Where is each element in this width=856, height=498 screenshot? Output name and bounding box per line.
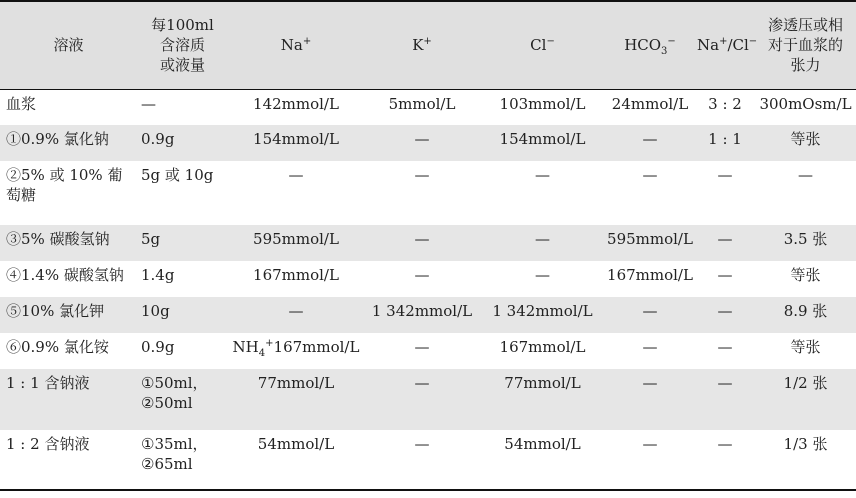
table-row-sodium-1-2 bbox=[0, 430, 856, 490]
cell-hco3: — bbox=[605, 297, 695, 333]
cell-cl: 77mmol/L bbox=[480, 369, 605, 430]
cell-amount: ①50ml， ②50ml bbox=[137, 369, 228, 430]
cell-k: — bbox=[414, 166, 430, 184]
cell-na: 167mmol/L bbox=[253, 266, 339, 284]
header-tonicity-line: 渗透压或相 bbox=[767, 15, 843, 34]
cell-amount: ①35ml， ②65ml bbox=[141, 435, 208, 474]
header-na: Na+ bbox=[228, 1, 364, 89]
table-row-ammonium-chloride bbox=[0, 333, 856, 369]
cell-ratio: — bbox=[695, 225, 755, 261]
header-tonicity-line: 张力 bbox=[790, 56, 821, 75]
table-row-sodium-1-1 bbox=[0, 369, 856, 430]
cell-amount: — bbox=[141, 94, 156, 113]
cell-ratio: — bbox=[717, 166, 733, 184]
cell-k: — bbox=[414, 338, 430, 356]
cell-hco3: — bbox=[642, 338, 658, 356]
cell-k: — bbox=[414, 435, 430, 453]
cell-amount: 1.4g bbox=[141, 266, 175, 284]
header-amount-line: 每100ml bbox=[151, 15, 214, 34]
cell-cl: — bbox=[480, 225, 605, 261]
cell-k: — bbox=[364, 125, 480, 161]
cell-solution-name: ⑤10% 氯化钾 bbox=[0, 297, 137, 333]
header-cl: Cl− bbox=[480, 1, 605, 89]
cell-ratio: 3 : 2 bbox=[708, 94, 742, 113]
cell-hco3: — bbox=[605, 125, 695, 161]
cell-solution-name: ④1.4% 碳酸氢钠 bbox=[6, 266, 124, 284]
cell-ratio: — bbox=[695, 369, 755, 430]
cell-tonicity: — bbox=[798, 166, 813, 184]
cell-ratio: 1 : 1 bbox=[695, 125, 755, 161]
cell-hco3: — bbox=[605, 369, 695, 430]
cell-cl: 103mmol/L bbox=[499, 94, 586, 113]
header-na-cl-ratio: Na+/Cl− bbox=[695, 1, 755, 89]
cell-ratio: — bbox=[695, 297, 755, 333]
table-row-plasma bbox=[0, 89, 856, 125]
cell-solution-name: ②5% 或 10% 葡萄糖 bbox=[6, 166, 123, 205]
cell-hco3: 595mmol/L bbox=[605, 225, 695, 261]
header-amount-line: 或液量 bbox=[159, 56, 205, 75]
cell-tonicity: 等张 bbox=[790, 338, 821, 356]
cell-hco3: 167mmol/L bbox=[607, 266, 693, 284]
cell-hco3: — bbox=[642, 435, 658, 453]
cell-k: — bbox=[364, 225, 480, 261]
cell-hco3: 24mmol/L bbox=[611, 94, 689, 113]
cell-cl: 167mmol/L bbox=[499, 338, 586, 356]
cell-ratio: — bbox=[717, 435, 733, 453]
table-row-bicarbonate-1-4 bbox=[0, 261, 856, 297]
cell-na: 142mmol/L bbox=[253, 94, 339, 113]
cell-cl: 1 342mmol/L bbox=[480, 297, 605, 333]
cell-amount: 5g 或 10g bbox=[141, 166, 214, 184]
header-tonicity-line: 对于血浆的 bbox=[767, 36, 843, 55]
cell-na: $NH_4^+167mmol/L$ bbox=[232, 338, 360, 359]
cell-amount: 0.9g bbox=[137, 125, 228, 161]
cell-solution-name: 血浆 bbox=[6, 94, 37, 113]
cell-cl: — bbox=[535, 266, 550, 284]
cell-amount: 0.9g bbox=[141, 338, 175, 356]
cell-tonicity: 1/2 张 bbox=[755, 369, 856, 430]
cell-k: — bbox=[414, 266, 430, 284]
cell-tonicity: 300mOsm/L bbox=[759, 94, 852, 113]
header-row bbox=[0, 1, 856, 89]
header-hco3: $HCO_3^-$ bbox=[605, 1, 695, 89]
cell-na: 595mmol/L bbox=[228, 225, 364, 261]
table-row-bicarbonate-5 bbox=[0, 225, 856, 261]
cell-ratio: — bbox=[717, 266, 733, 284]
cell-tonicity: 1/3 张 bbox=[783, 435, 828, 453]
cell-na: 77mmol/L bbox=[228, 369, 364, 430]
cell-cl: 54mmol/L bbox=[504, 435, 581, 453]
cell-solution-name: 1 : 2 含钠液 bbox=[6, 435, 90, 453]
cell-k: 5mmol/L bbox=[388, 94, 456, 113]
cell-solution-name: ①0.9% 氯化钠 bbox=[0, 125, 137, 161]
cell-na: 54mmol/L bbox=[257, 435, 335, 453]
cell-amount: 10g bbox=[137, 297, 228, 333]
header-tonicity bbox=[755, 1, 856, 89]
cell-cl: 154mmol/L bbox=[480, 125, 605, 161]
cell-amount: 5g bbox=[137, 225, 228, 261]
cell-na: 154mmol/L bbox=[228, 125, 364, 161]
cell-k: — bbox=[364, 369, 480, 430]
cell-tonicity: 等张 bbox=[790, 266, 821, 284]
cell-na: — bbox=[228, 297, 364, 333]
table-row-glucose bbox=[0, 161, 856, 225]
cell-cl: — bbox=[535, 166, 550, 184]
cell-tonicity: 3.5 张 bbox=[755, 225, 856, 261]
cell-hco3: — bbox=[642, 166, 658, 184]
table-row-potassium-chloride bbox=[0, 297, 856, 333]
cell-solution-name: ③5% 碳酸氢钠 bbox=[0, 225, 137, 261]
header-amount-line: 含溶质 bbox=[159, 36, 205, 55]
cell-na: — bbox=[288, 166, 304, 184]
cell-k: 1 342mmol/L bbox=[364, 297, 480, 333]
cell-solution-name: 1 : 1 含钠液 bbox=[0, 369, 137, 430]
cell-ratio: — bbox=[717, 338, 733, 356]
header-amount bbox=[137, 1, 228, 89]
cell-tonicity: 8.9 张 bbox=[755, 297, 856, 333]
header-solution: 溶液 bbox=[0, 1, 137, 89]
table-row-saline bbox=[0, 125, 856, 161]
cell-solution-name: ⑥0.9% 氯化铵 bbox=[6, 338, 109, 356]
cell-tonicity: 等张 bbox=[755, 125, 856, 161]
header-k: K+ bbox=[364, 1, 480, 89]
